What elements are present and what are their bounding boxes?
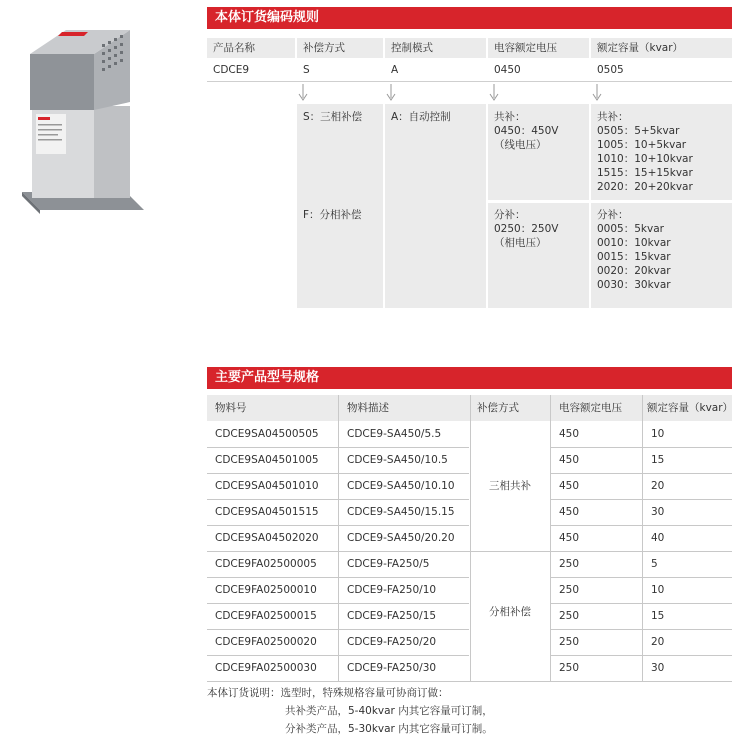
voltage-split-line: 0250：250V [494, 223, 559, 235]
col-divider [550, 395, 551, 681]
row-voltage: 250 [559, 636, 580, 648]
row-capacity: 30 [651, 506, 665, 518]
spec-header-capacity: 额定容量（kvar） [647, 402, 734, 414]
spec-header-code: 物料号 [215, 402, 247, 414]
spec-header-desc: 物料描述 [347, 402, 389, 414]
table-bottom-line [207, 681, 732, 682]
rule-example-capacity: 0505 [591, 60, 732, 80]
capacity-common-line: 2020：20+20kvar [597, 181, 693, 193]
spec-header-voltage: 电容额定电压 [559, 402, 622, 414]
row-capacity: 15 [651, 610, 665, 622]
rule-header-product: 产品名称 [207, 38, 295, 58]
row-desc: CDCE9-FA250/5 [347, 558, 430, 570]
note-line-2: 共补类产品，5-40kvar 内其它容量可订制， [285, 705, 493, 717]
row-capacity: 5 [651, 558, 658, 570]
rule-header-compensation: 补偿方式 [297, 38, 383, 58]
arrow-down-icon [298, 84, 308, 102]
rule-example-compensation: S [297, 60, 383, 80]
capacitor-product-image [18, 14, 158, 214]
row-code: CDCE9SA04501010 [215, 480, 319, 492]
row-capacity: 40 [651, 532, 665, 544]
group-common-label: 三相共补 [489, 480, 531, 492]
note-line-1: 本体订货说明：选型时，特殊规格容量可协商订做： [207, 687, 449, 699]
row-capacity: 10 [651, 584, 665, 596]
row-desc: CDCE9-SA450/10.10 [347, 480, 455, 492]
row-desc: CDCE9-SA450/5.5 [347, 428, 442, 440]
row-desc: CDCE9-FA250/15 [347, 610, 437, 622]
group-split-label: 分相补偿 [489, 606, 531, 618]
rule-example-product: CDCE9 [207, 60, 295, 80]
row-capacity: 20 [651, 636, 665, 648]
capacity-split-line: 0030：30kvar [597, 279, 671, 291]
compensation-three-phase: S：三相补偿 [303, 111, 363, 123]
row-voltage: 250 [559, 610, 580, 622]
col-divider [338, 395, 339, 681]
row-code: CDCE9SA04500505 [215, 428, 319, 440]
rule-divider [207, 81, 732, 82]
voltage-split-line: （相电压） [494, 237, 547, 249]
rule-header-voltage: 电容额定电压 [488, 38, 589, 58]
voltage-common-line: 0450：450V [494, 125, 559, 137]
row-code: CDCE9SA04501005 [215, 454, 319, 466]
row-voltage: 250 [559, 558, 580, 570]
row-desc: CDCE9-SA450/15.15 [347, 506, 455, 518]
row-code: CDCE9SA04502020 [215, 532, 319, 544]
row-code: CDCE9FA02500030 [215, 662, 317, 674]
rule-header-capacity: 额定容量（kvar） [591, 38, 732, 58]
col-divider [642, 395, 643, 681]
voltage-split-title: 分补： [494, 209, 526, 221]
capacity-common-line: 1010：10+10kvar [597, 153, 693, 165]
voltage-common-line: （线电压） [494, 139, 547, 151]
spec-table-title: 主要产品型号规格 [207, 367, 732, 389]
row-capacity: 30 [651, 662, 665, 674]
row-capacity: 15 [651, 454, 665, 466]
row-voltage: 450 [559, 428, 580, 440]
col-divider [470, 395, 471, 681]
ordering-rules-title: 本体订货编码规则 [207, 7, 732, 29]
row-desc: CDCE9-SA450/20.20 [347, 532, 455, 544]
rule-example-voltage: 0450 [488, 60, 589, 80]
row-desc: CDCE9-FA250/30 [347, 662, 437, 674]
row-voltage: 450 [559, 480, 580, 492]
rule-example-control: A [385, 60, 486, 80]
capacity-common-line: 1515：15+15kvar [597, 167, 693, 179]
capacity-common-title: 共补： [597, 111, 629, 123]
control-auto: A：自动控制 [391, 111, 451, 123]
row-code: CDCE9FA02500010 [215, 584, 317, 596]
voltage-common-title: 共补： [494, 111, 526, 123]
spec-header-compensation: 补偿方式 [477, 402, 519, 414]
row-desc: CDCE9-FA250/10 [347, 584, 437, 596]
capacity-common-line: 0505：5+5kvar [597, 125, 680, 137]
rule-header-control: 控制模式 [385, 38, 486, 58]
capacity-split-title: 分补： [597, 209, 629, 221]
arrow-down-icon [386, 84, 396, 102]
row-voltage: 250 [559, 662, 580, 674]
row-voltage: 450 [559, 532, 580, 544]
note-line-3: 分补类产品，5-30kvar 内其它容量可订制。 [285, 723, 493, 735]
row-capacity: 10 [651, 428, 665, 440]
arrow-down-icon [592, 84, 602, 102]
capacity-split-line: 0015：15kvar [597, 251, 671, 263]
arrow-down-icon [489, 84, 499, 102]
row-code: CDCE9SA04501515 [215, 506, 319, 518]
capacity-split-line: 0020：20kvar [597, 265, 671, 277]
capacity-split-line: 0005：5kvar [597, 223, 664, 235]
rule-control-block [385, 104, 486, 308]
row-voltage: 450 [559, 506, 580, 518]
capacity-common-line: 1005：10+5kvar [597, 139, 687, 151]
row-voltage: 450 [559, 454, 580, 466]
compensation-split-phase: F：分相补偿 [303, 209, 362, 221]
row-capacity: 20 [651, 480, 665, 492]
rule-compensation-block [297, 104, 383, 308]
row-code: CDCE9FA02500020 [215, 636, 317, 648]
row-voltage: 250 [559, 584, 580, 596]
capacity-split-line: 0010：10kvar [597, 237, 671, 249]
row-desc: CDCE9-SA450/10.5 [347, 454, 448, 466]
row-code: CDCE9FA02500005 [215, 558, 317, 570]
row-code: CDCE9FA02500015 [215, 610, 317, 622]
row-desc: CDCE9-FA250/20 [347, 636, 437, 648]
